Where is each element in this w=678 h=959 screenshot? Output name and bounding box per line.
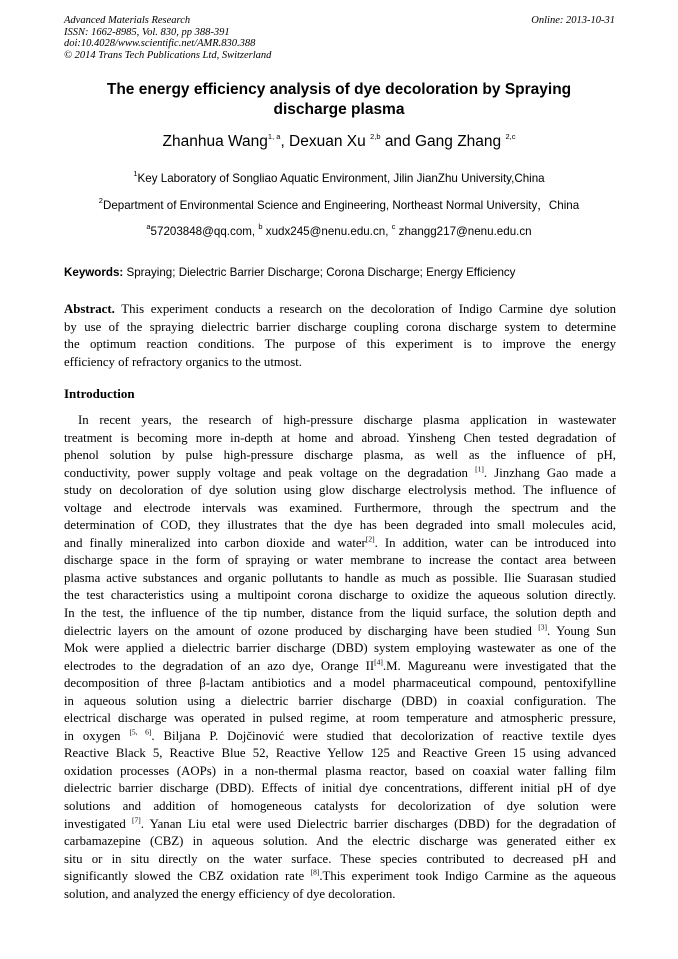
affiliation-2-marker: 2 bbox=[98, 196, 103, 206]
abstract-line: the optimum reaction conditions. The purpose of this experiment is to improve the energy bbox=[64, 337, 616, 352]
citation-ref[interactable]: [8] bbox=[310, 868, 320, 877]
intro-line: the test characteristics using a multipoint corona discharge to oxidize the aqueous solution directly. bbox=[64, 588, 616, 603]
author-1: Zhanhua Wang bbox=[162, 133, 268, 150]
intro-line: study on decoloration of dye solution using glow discharge electrolysis method. The influence of bbox=[64, 483, 616, 498]
abstract bbox=[64, 301, 616, 371]
intro-line: investigated [7]. Yanan Liu etal were used Dielectric barrier discharges (DBD) for the degradation of bbox=[64, 815, 616, 831]
email-b[interactable]: xudx245@nenu.edu.cn, bbox=[265, 225, 392, 238]
issn-line: ISSN: 1662-8985, Vol. 830, pp 388-391 bbox=[64, 26, 230, 38]
affiliation-2 bbox=[40, 198, 638, 214]
intro-line: treatment is becoming more in-depth at home and abroad. Yinsheng Chen tested degradation of bbox=[64, 430, 616, 445]
citation-ref[interactable]: [4] bbox=[374, 657, 383, 667]
intro-line: determination of COD, they illustrates that the dye has been degraded into small molecules acid, bbox=[64, 518, 616, 533]
citation-ref[interactable]: [1] bbox=[475, 464, 484, 474]
keywords-text: Spraying; Dielectric Barrier Discharge; Corona Discharge; Energy Efficiency bbox=[123, 266, 516, 279]
author-3: and Gang Zhang bbox=[384, 133, 502, 150]
email-a[interactable]: 57203848@qq.com, bbox=[150, 225, 259, 238]
keywords bbox=[64, 265, 616, 281]
citation-ref[interactable]: [3] bbox=[538, 622, 548, 632]
abstract-label: Abstract. bbox=[64, 302, 115, 316]
email-c-marker: c bbox=[391, 222, 396, 232]
section-heading-introduction: Introduction bbox=[64, 386, 135, 401]
author-2-affil: 2,b bbox=[370, 131, 381, 141]
intro-line: carbamazepine (CBZ) in aqueous solution. And the electric discharge was generated either ex bbox=[64, 834, 616, 849]
intro-line: solution, and analyzed the energy efficiency of dye decoloration. bbox=[64, 886, 396, 901]
intro-line: conductivity, power supply voltage and peak voltage on the degradation [1]. Jinzhang Gao made a bbox=[64, 464, 616, 480]
intro-line: in oxygen [5, 6]. Biljana P. Dojčinović were studied that decolorization of reactive textile dyes bbox=[64, 727, 616, 743]
intro-line: dielectric layers on the amount of ozone produced by discharging have been studied [3]. Young Sun bbox=[64, 622, 616, 638]
email-line bbox=[40, 224, 638, 240]
affiliation-1-text: Key Laboratory of Songliao Aquatic Environment, Jilin JianZhu University,China bbox=[137, 172, 545, 185]
intro-line: voltage and electrode intervals was examined. Furthermore, through the spectrum and the bbox=[64, 500, 616, 515]
intro-line: significantly slowed the CBZ oxidation rate [8].This experiment took Indigo Carmine as the aqueous bbox=[64, 868, 616, 884]
intro-line: electrical discharge was operated in pulsed regime, at room temperature and atmospheric pressure, bbox=[64, 711, 616, 726]
affiliation-2-text: Department of Environmental Science and Engineering, Northeast Normal University，China bbox=[102, 199, 580, 212]
author-3-affil: 2,c bbox=[505, 131, 516, 141]
intro-line: In the test, the influence of the tip number, distance from the liquid surface, the solution depth and bbox=[64, 606, 616, 621]
intro-line: oxidation processes (AOPs) in a non-thermal plasma reactor, based on coaxial water falling film bbox=[64, 763, 616, 778]
email-b-marker: b bbox=[258, 222, 263, 232]
email-a-marker: a bbox=[146, 222, 151, 232]
abstract-line: efficiency of refractory organics to the utmost. bbox=[64, 354, 302, 369]
copyright-line: © 2014 Trans Tech Publications Ltd, Switzerland bbox=[64, 49, 272, 61]
author-1-affil: 1, a bbox=[267, 131, 281, 141]
citation-ref[interactable]: [5, 6] bbox=[129, 727, 152, 737]
journal-name: Advanced Materials Research bbox=[64, 15, 191, 26]
intro-line: discharge space in the form of spraying or water membrane to increase the contact area between bbox=[64, 553, 616, 568]
doi-line[interactable]: doi:10.4028/www.scientific.net/AMR.830.388 bbox=[64, 38, 256, 50]
author-list bbox=[60, 131, 618, 153]
intro-line: Mok were applied a dielectric barrier discharge (DBD) system employing wastewater as one of the bbox=[64, 641, 616, 656]
affiliation-1 bbox=[40, 171, 638, 187]
affiliation-1-marker: 1 bbox=[133, 169, 138, 179]
email-c[interactable]: zhangg217@nenu.edu.cn bbox=[398, 225, 532, 238]
intro-line: Reactive Black 5, Reactive Blue 52, Reactive Yellow 125 and Reactive Green 15 using advanced bbox=[64, 746, 616, 761]
title-line-1: The energy efficiency analysis of dye decoloration by Spraying bbox=[106, 81, 572, 98]
intro-line: and finally mineralized into carbon dioxide and water[2]. In addition, water can be introduced into bbox=[64, 534, 616, 550]
citation-ref[interactable]: [2] bbox=[365, 534, 375, 544]
intro-line: dielectric barrier discharge (DBD). Effects of initial dye concentrations, different initial pH of dye bbox=[64, 781, 616, 796]
abstract-line: Abstract. This experiment conducts a research on the decoloration of Indigo Carmine dye solution bbox=[64, 302, 616, 316]
intro-line: electrodes to the degradation of an azo dye, Orange II[4].M. Magureanu were investigated that the bbox=[64, 657, 616, 673]
introduction-body bbox=[64, 412, 616, 903]
intro-line: solutions and addition of homogeneous catalysts for decolorization of dye solution were bbox=[64, 799, 616, 814]
intro-line: In recent years, the research of high-pressure discharge plasma application in wastewater bbox=[78, 413, 616, 427]
intro-line: in aqueous solution using a dielectric barrier discharge (DBD) in coaxial configuration. The bbox=[64, 693, 616, 708]
citation-ref[interactable]: [7] bbox=[132, 815, 141, 825]
online-date: Online: 2013-10-31 bbox=[531, 15, 615, 26]
abstract-line: by use of the spraying dielectric barrier discharge coupling corona discharge system to determine bbox=[64, 319, 616, 334]
intro-line: plasma active substances and organic pollutants to handle as much as possible. Ilie Suarasan studied bbox=[64, 570, 616, 585]
intro-line: decomposition of three β-lactam antibiotics and a model pharmaceutical compound, pentoxifylline bbox=[64, 676, 616, 691]
intro-line: phenol solution by pulse high-pressure discharge plasma, as well as the influence of pH, bbox=[64, 448, 616, 463]
paper-title bbox=[60, 80, 618, 120]
intro-line: situ or in situ directly on the water surface. These species contributed to decreased pH and bbox=[64, 851, 616, 866]
keywords-label: Keywords: bbox=[64, 266, 124, 279]
journal-header bbox=[64, 15, 271, 61]
author-2: , Dexuan Xu bbox=[280, 133, 366, 150]
title-line-2: discharge plasma bbox=[273, 101, 405, 118]
